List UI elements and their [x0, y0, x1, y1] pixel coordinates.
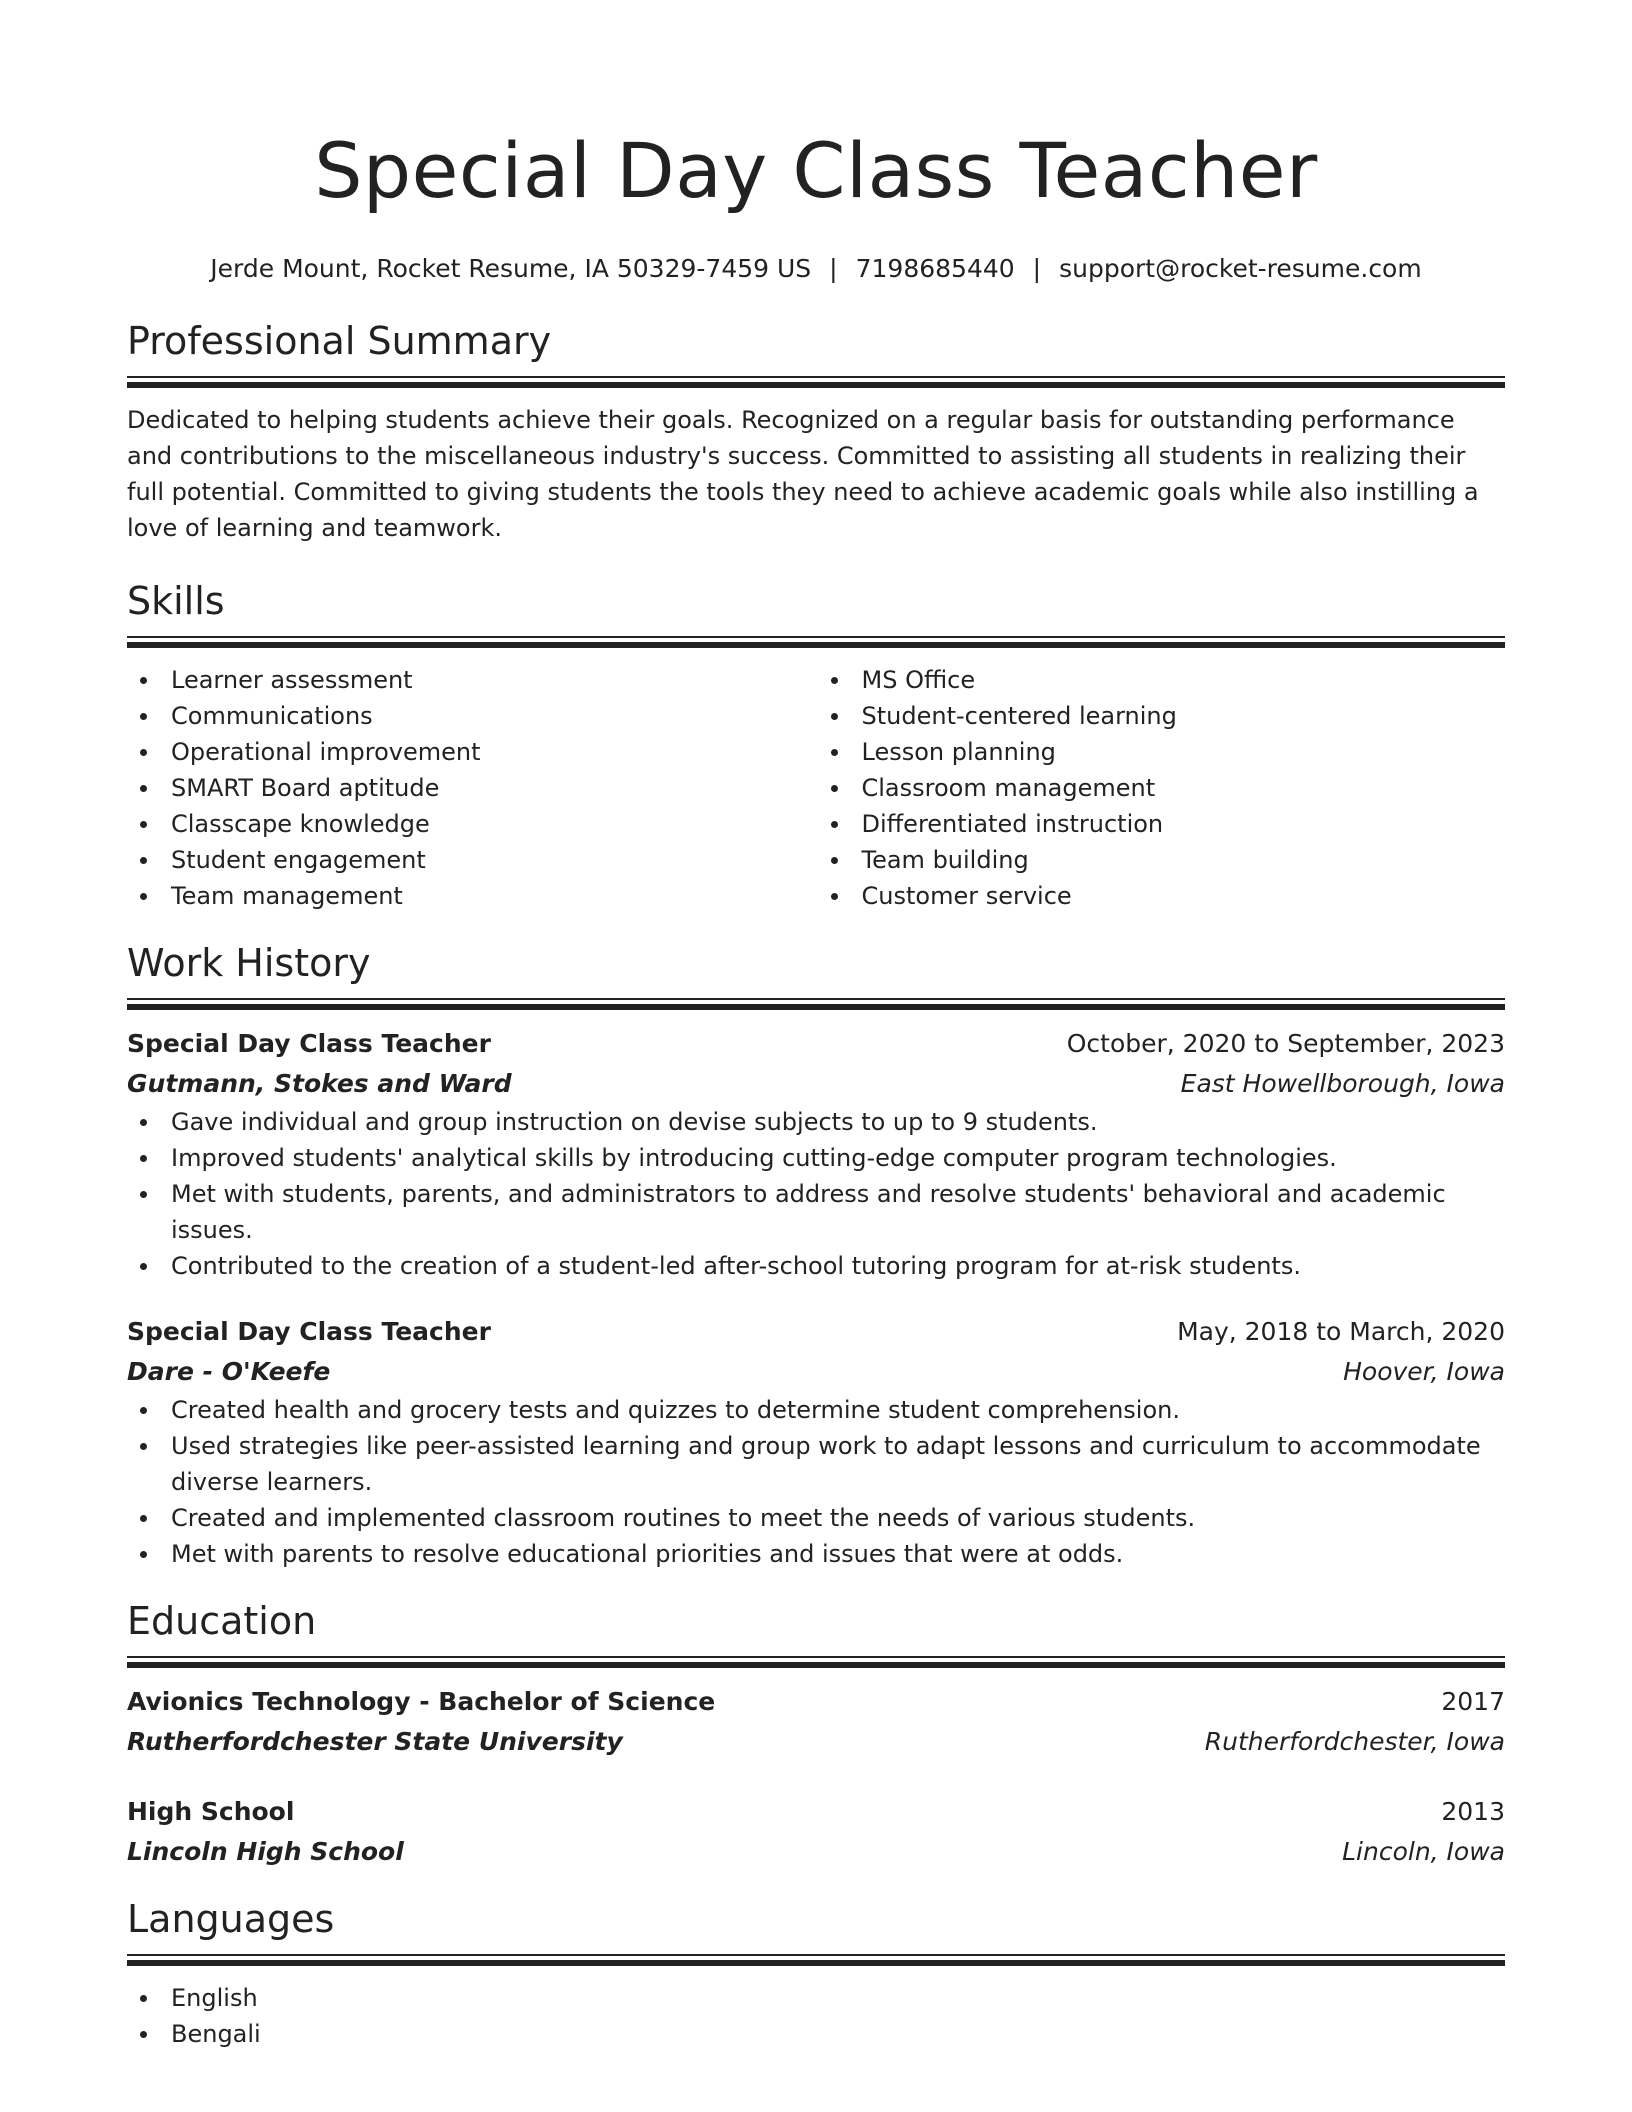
skill-item: Team building: [818, 842, 1506, 878]
skill-item: Team management: [127, 878, 815, 914]
bullet-icon: [140, 785, 147, 792]
bullet-icon: [140, 677, 147, 684]
education-entry: [127, 1682, 1505, 1762]
bullet-icon: [140, 1515, 147, 1522]
job-bullets: [127, 1104, 1505, 1284]
job-bullet: Contributed to the creation of a student-led after-school tutoring program for at-risk students.: [127, 1248, 1505, 1284]
bullet-icon: [831, 857, 838, 864]
education-degree: High School: [127, 1797, 295, 1826]
contact-line: [127, 252, 1505, 286]
bullet-icon: [831, 893, 838, 900]
languages-list: [127, 1980, 1505, 2052]
job-bullet: Met with parents to resolve educational priorities and issues that were at odds.: [127, 1536, 1505, 1572]
skill-item: SMART Board aptitude: [127, 770, 815, 806]
section-title-languages: Languages: [127, 1897, 335, 1941]
summary-text: Dedicated to helping students achieve their goals. Recognized on a regular basis for outstanding performance and contributions to the miscellaneous industry's success. Committed to assisting all students in realizing their full potential. Committed to giving students the tools they need to achieve academic goals while also instilling a love of learning and teamwork.: [127, 406, 1479, 542]
education-school: Lincoln High School: [127, 1837, 404, 1866]
job-location: East Howellborough, Iowa: [1180, 1069, 1505, 1098]
skill-item: Student engagement: [127, 842, 815, 878]
job-dates: October, 2020 to September, 2023: [1066, 1029, 1505, 1058]
summary-section: [127, 316, 1505, 546]
job-title: Special Day Class Teacher: [127, 1317, 491, 1346]
work-section: [127, 938, 1505, 1572]
skills-columns: [127, 662, 1505, 914]
skill-item: Operational improvement: [127, 734, 815, 770]
job-title: Special Day Class Teacher: [127, 1029, 491, 1058]
job-entry: [127, 1024, 1505, 1284]
bullet-icon: [831, 713, 838, 720]
contact-separator: |: [829, 254, 838, 283]
education-year: 2013: [1441, 1797, 1505, 1826]
job-entry: [127, 1312, 1505, 1572]
language-item: Bengali: [127, 2016, 1505, 2052]
bullet-icon: [140, 893, 147, 900]
section-divider: [127, 1954, 1505, 1966]
bullet-icon: [831, 677, 838, 684]
section-title-summary: Professional Summary: [127, 319, 552, 363]
skill-item: MS Office: [818, 662, 1506, 698]
skill-item: Classroom management: [818, 770, 1506, 806]
section-title-education: Education: [127, 1599, 317, 1643]
education-entry: [127, 1792, 1505, 1872]
skill-item: Customer service: [818, 878, 1506, 914]
bullet-icon: [140, 1155, 147, 1162]
skills-list-left: [127, 662, 815, 914]
skills-section: [127, 576, 1505, 914]
bullet-icon: [140, 1119, 147, 1126]
skill-item: Lesson planning: [818, 734, 1506, 770]
section-divider: [127, 998, 1505, 1010]
education-year: 2017: [1441, 1687, 1505, 1716]
bullet-icon: [140, 821, 147, 828]
skill-item: Classcape knowledge: [127, 806, 815, 842]
contact-address: Jerde Mount, Rocket Resume, IA 50329-7459 US: [210, 254, 812, 283]
language-item: English: [127, 1980, 1505, 2016]
section-title-skills: Skills: [127, 579, 225, 623]
bullet-icon: [140, 749, 147, 756]
education-degree: Avionics Technology - Bachelor of Science: [127, 1687, 716, 1716]
contact-phone: 7198685440: [855, 254, 1015, 283]
resume-name: Special Day Class Teacher: [314, 126, 1318, 215]
section-divider: [127, 1656, 1505, 1668]
job-bullet: Created health and grocery tests and quizzes to determine student comprehension.: [127, 1392, 1505, 1428]
job-bullet: Met with students, parents, and administrators to address and resolve students' behavioral and academic issues.: [127, 1176, 1505, 1248]
job-company: Dare - O'Keefe: [127, 1357, 331, 1386]
skill-item: Communications: [127, 698, 815, 734]
section-divider: [127, 376, 1505, 388]
skill-item: Differentiated instruction: [818, 806, 1506, 842]
bullet-icon: [140, 857, 147, 864]
skills-list-right: [815, 662, 1506, 914]
job-bullets: [127, 1392, 1505, 1572]
job-dates: May, 2018 to March, 2020: [1177, 1317, 1505, 1346]
education-school: Rutherfordchester State University: [127, 1727, 623, 1756]
section-title-work: Work History: [127, 941, 371, 985]
job-bullet: Gave individual and group instruction on devise subjects to up to 9 students.: [127, 1104, 1505, 1140]
bullet-icon: [140, 2031, 147, 2038]
bullet-icon: [831, 785, 838, 792]
job-bullet: Improved students' analytical skills by introducing cutting-edge computer program technologies.: [127, 1140, 1505, 1176]
skill-item: Student-centered learning: [818, 698, 1506, 734]
bullet-icon: [140, 1443, 147, 1450]
languages-section: [127, 1894, 1505, 2052]
bullet-icon: [140, 1551, 147, 1558]
bullet-icon: [140, 1995, 147, 2002]
bullet-icon: [831, 749, 838, 756]
contact-email: support@rocket-resume.com: [1059, 254, 1422, 283]
contact-separator: |: [1032, 254, 1042, 283]
education-section: [127, 1596, 1505, 1872]
job-company: Gutmann, Stokes and Ward: [127, 1069, 512, 1098]
bullet-icon: [831, 821, 838, 828]
job-location: Hoover, Iowa: [1343, 1357, 1505, 1386]
education-location: Lincoln, Iowa: [1342, 1837, 1505, 1866]
job-bullet: Used strategies like peer-assisted learning and group work to adapt lessons and curriculum to accommodate diverse learners.: [127, 1428, 1505, 1500]
job-bullet: Created and implemented classroom routines to meet the needs of various students.: [127, 1500, 1505, 1536]
bullet-icon: [140, 1191, 147, 1198]
bullet-icon: [140, 713, 147, 720]
skill-item: Learner assessment: [127, 662, 815, 698]
education-location: Rutherfordchester, Iowa: [1204, 1727, 1505, 1756]
bullet-icon: [140, 1407, 147, 1414]
bullet-icon: [140, 1263, 147, 1270]
section-divider: [127, 636, 1505, 648]
